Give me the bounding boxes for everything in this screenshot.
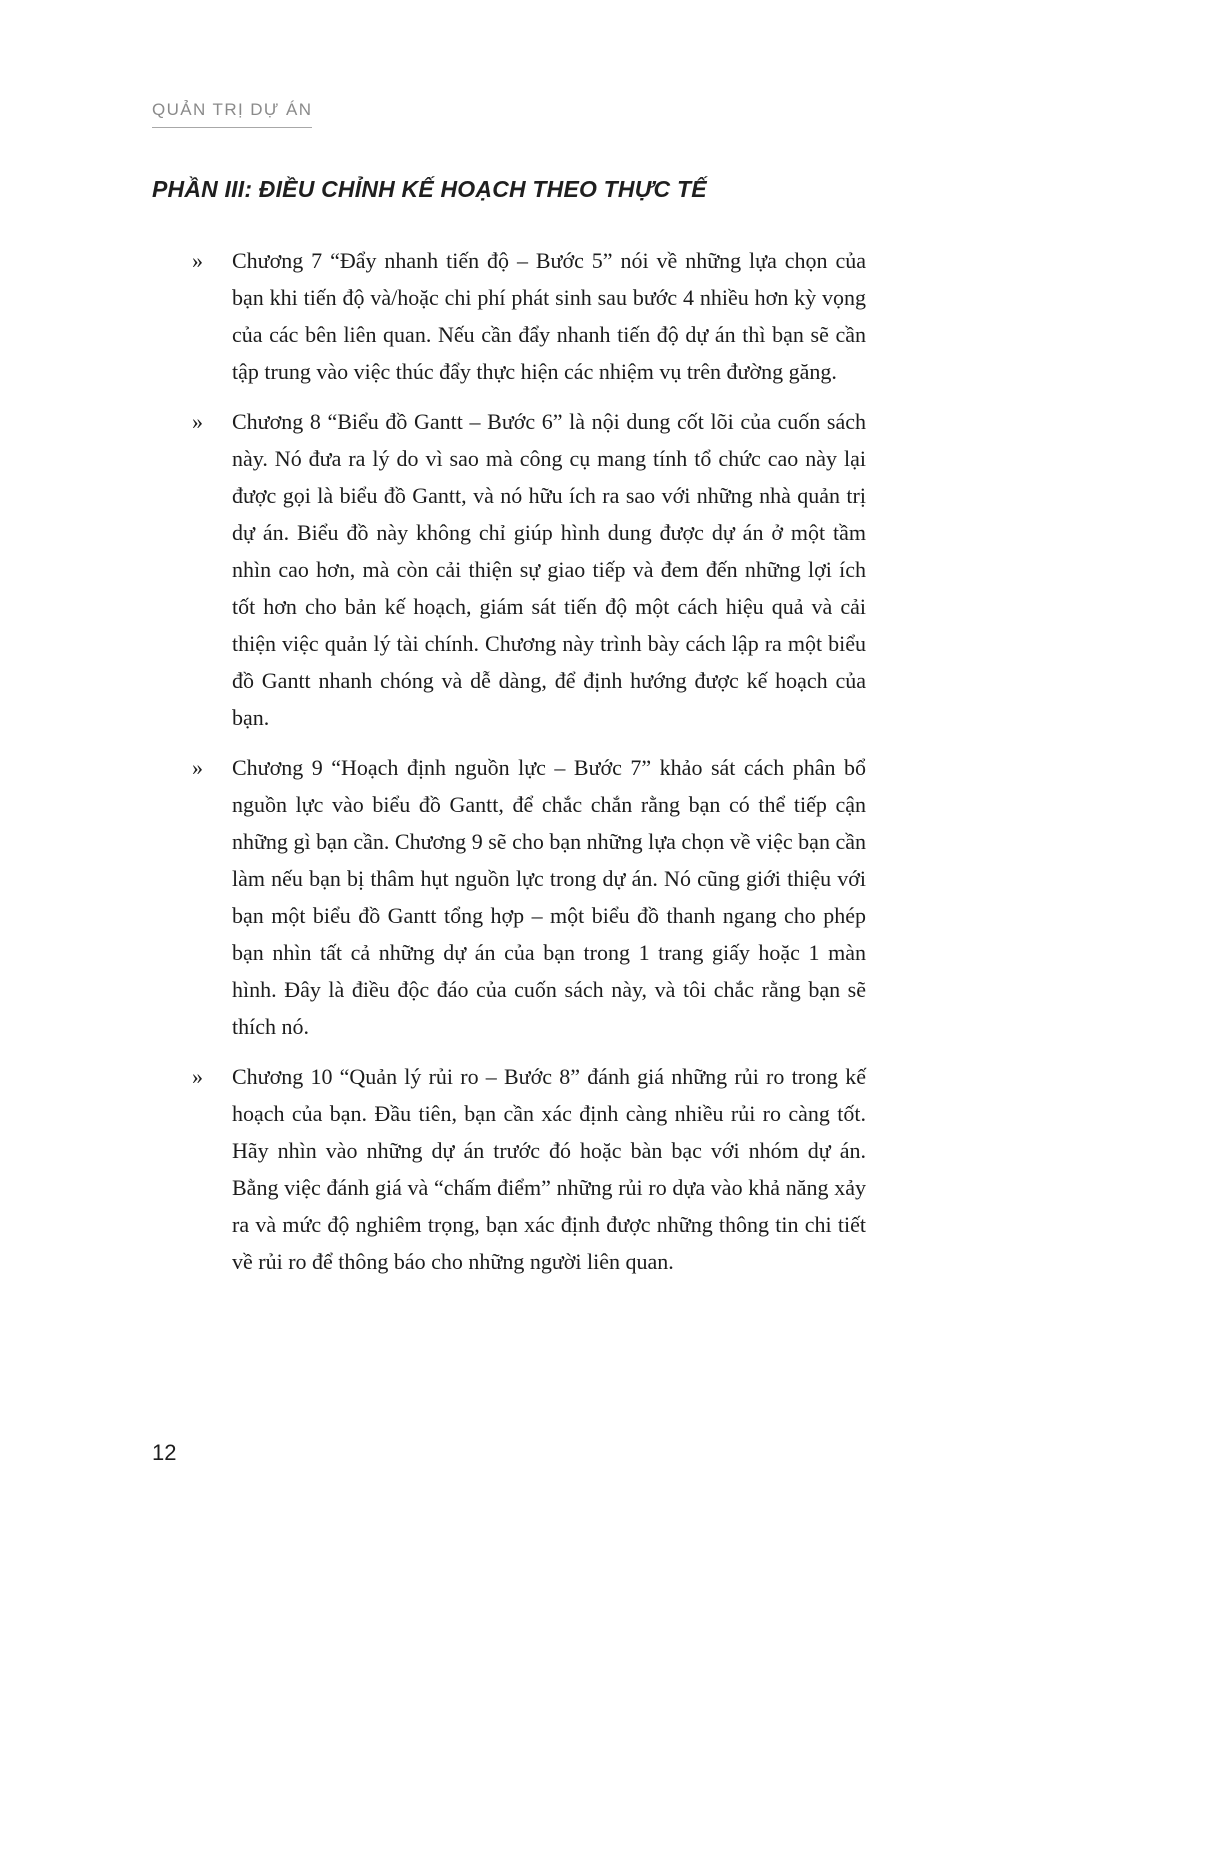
- list-item-chapter-8: [152, 403, 866, 736]
- bullet-list: [152, 242, 866, 1293]
- bullet-marker: »: [192, 755, 203, 780]
- paragraph-text: Chương 10 “Quản lý rủi ro – Bước 8” đánh giá những rủi ro trong kế hoạch của bạn. Đầu tiên, bạn cần xác định càng nhiều rủi ro càng tốt. Hãy nhìn vào những dự án trước đó hoặc bàn bạc với nhóm dự án. Bằng việc đánh giá và “chấm điểm” những rủi ro dựa vào khả năng xảy ra và mức độ nghiêm trọng, bạn xác định được những thông tin chi tiết về rủi ro để thông báo cho những người liên quan.: [232, 1064, 866, 1274]
- paragraph-text: Chương 9 “Hoạch định nguồn lực – Bước 7” khảo sát cách phân bổ nguồn lực vào biểu đồ Gantt, để chắc chắn rằng bạn có thể tiếp cận những gì bạn cần. Chương 9 sẽ cho bạn những lựa chọn về việc bạn cần làm nếu bạn bị thâm hụt nguồn lực trong dự án. Nó cũng giới thiệu với bạn một biểu đồ Gantt tổng hợp – một biểu đồ thanh ngang cho phép bạn nhìn tất cả những dự án của bạn trong 1 trang giấy hoặc 1 màn hình. Đây là điều độc đáo của cuốn sách này, và tôi chắc rằng bạn sẽ thích nó.: [232, 755, 866, 1039]
- page-number: 12: [152, 1440, 177, 1465]
- bullet-marker: »: [192, 248, 203, 273]
- running-header: QUẢN TRỊ DỰ ÁN: [152, 100, 312, 128]
- list-item-chapter-9: [152, 749, 866, 1045]
- section-title: PHẦN III: ĐIỀU CHỈNH KẾ HOẠCH THEO THỰC TẾ: [152, 176, 707, 202]
- paragraph-text: Chương 7 “Đẩy nhanh tiến độ – Bước 5” nói về những lựa chọn của bạn khi tiến độ và/hoặc chi phí phát sinh sau bước 4 nhiều hơn kỳ vọng của các bên liên quan. Nếu cần đẩy nhanh tiến độ dự án thì bạn sẽ cần tập trung vào việc thúc đẩy thực hiện các nhiệm vụ trên đường găng.: [232, 248, 866, 384]
- bullet-marker: »: [192, 409, 203, 434]
- list-item-chapter-7: [152, 242, 866, 390]
- list-item-chapter-10: [152, 1058, 866, 1280]
- bullet-marker: »: [192, 1064, 203, 1089]
- paragraph-text: Chương 8 “Biểu đồ Gantt – Bước 6” là nội dung cốt lõi của cuốn sách này. Nó đưa ra lý do vì sao mà công cụ mang tính tổ chức cao này lại được gọi là biểu đồ Gantt, và nó hữu ích ra sao với những nhà quản trị dự án. Biểu đồ này không chỉ giúp hình dung được dự án ở một tầm nhìn cao hơn, mà còn cải thiện sự giao tiếp và đem đến những lợi ích tốt hơn cho bản kế hoạch, giám sát tiến độ một cách hiệu quả và cải thiện việc quản lý tài chính. Chương này trình bày cách lập ra một biểu đồ Gantt nhanh chóng và dễ dàng, để định hướng được kế hoạch của bạn.: [232, 409, 866, 730]
